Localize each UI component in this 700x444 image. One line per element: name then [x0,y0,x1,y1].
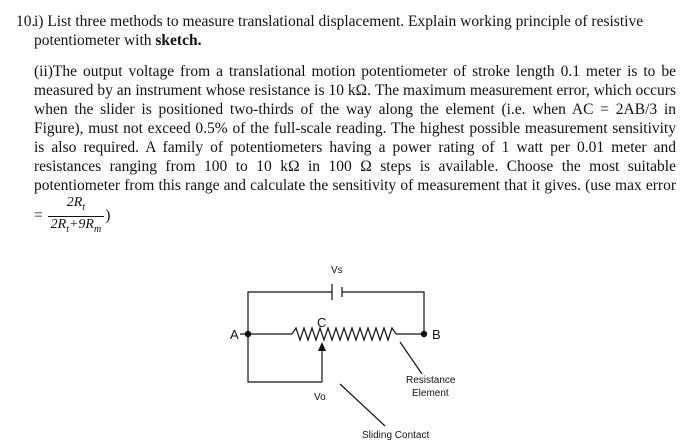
label-b: B [432,327,441,342]
formula-denominator: $2R_t+9R_m$ [50,216,102,235]
label-vs: Vs [331,265,343,276]
node-a [245,331,251,337]
potentiometer-diagram [210,262,470,444]
circuit-wire-top-right [342,292,424,334]
formula-close: ) [105,206,111,224]
max-error-formula [48,195,105,238]
part2-text: (ii)The output voltage from a translational motion potentiometer of stroke length 0.1 meter is to be measured by an instrument whose resistance is 10 kΩ. The maximum measurement error, which occurs when the slider is positioned two-thirds of the way along the element (i.e. when AC = 2AB/3 in Figure), must not exceed 0.5% of the full-scale reading. The highest possible measurement sensitivity is also required. A family of potentiometers having a power rating of 1 watt per 0.01 meter and resistances ranging from 100 to 10 kΩ in 100 Ω steps is available. Choose the most suitable potentiometer from this range and calculate the sensitivity of measurement that it gives. (use max error = [34,63,676,224]
question-number: 10. [16,13,36,30]
sliding-contact-pointer [340,384,385,426]
question-10 [16,12,676,238]
label-c: C [317,315,327,330]
question-part-2 [34,62,676,238]
slider-arrow [318,342,326,351]
label-resistance: Resistance [406,375,456,386]
label-a: A [230,327,239,342]
label-element: Element [412,388,449,399]
question-part-1 [16,12,676,50]
node-b [421,331,427,337]
label-sliding-contact: Sliding Contact [362,430,430,441]
resistance-element [292,328,396,340]
label-vo: Vo [314,392,326,403]
formula-numerator: $2R_t$ [48,195,105,217]
part1-bold: sketch. [155,32,202,49]
output-wire-left [248,334,322,382]
part1-text: i) List three methods to measure translational displacement. Explain working principle of resistive potentiometer with [34,13,644,49]
resistance-element-pointer [400,342,422,374]
